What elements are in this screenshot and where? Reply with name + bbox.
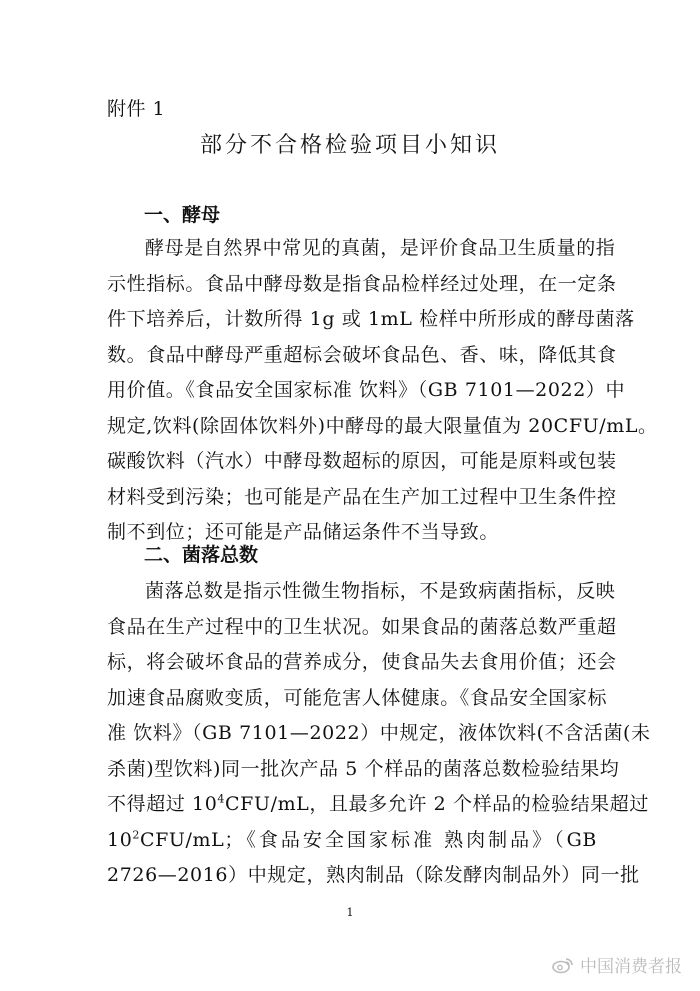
text-line-with-superscript: [107, 787, 649, 823]
page-number: 1: [346, 906, 354, 919]
section-heading-yeast: 一、酵母: [144, 204, 221, 226]
watermark-text: 中国消费者报: [580, 957, 682, 977]
text-segment: 不得超过 10: [107, 793, 218, 815]
text-line: 数。食品中酵母严重超标会破坏食品色、香、味，降低其食: [107, 343, 617, 366]
text-line: 材料受到污染；也可能是产品在生产加工过程中卫生条件控: [107, 485, 617, 508]
text-line: 菌落总数是指示性微生物指标，不是致病菌指标，反映: [145, 580, 616, 602]
text-line: 加速食品腐败变质，可能危害人体健康。《食品安全国家标: [107, 686, 608, 709]
weibo-icon: [552, 956, 574, 974]
text-line: 标，将会破坏食品的营养成分，使食品失去食用价值；还会: [107, 651, 617, 673]
section-body-yeast: [107, 231, 658, 551]
text-line: 2726—2016）中规定，熟肉制品（除发酵肉制品外）同一批: [107, 864, 640, 886]
attachment-label: 附件 1: [107, 98, 166, 120]
text-line: 准 饮料》（GB 7101—2022）中规定，液体饮料(不含活菌(未: [107, 722, 651, 744]
text-line-with-superscript: [107, 823, 597, 859]
text-line: 碳酸饮料（汽水）中酵母数超标的原因，可能是原料或包装: [107, 450, 617, 472]
text-segment: CFU/mL，且最多允许 2 个样品的检验结果超过: [225, 793, 649, 815]
text-line: 酵母是自然界中常见的真菌，是评价食品卫生质量的指: [145, 237, 616, 259]
text-segment: CFU/mL；《食品安全国家标准 熟肉制品》（GB: [140, 828, 597, 851]
document-title: 部分不合格检验项目小知识: [199, 133, 500, 158]
section-heading-total-colony-count: 二、菌落总数: [144, 544, 259, 566]
text-line: 规定,饮料(除固体饮料外)中酵母的最大限量值为 20CFU/mL。: [107, 414, 658, 437]
text-line: 件下培养后，计数所得 1g 或 1mL 检样中所形成的酵母菌落: [107, 308, 635, 330]
text-segment: 10: [107, 828, 133, 851]
watermark: [552, 952, 682, 977]
superscript: 4: [217, 792, 226, 806]
text-line: 示性指标。食品中酵母数是指食品检样经过处理，在一定条: [107, 272, 617, 295]
text-line: 食品在生产过程中的卫生状况。如果食品的菌落总数严重超: [107, 615, 617, 638]
superscript: 2: [132, 828, 140, 842]
text-line: 用价值。《食品安全国家标准 饮料》（GB 7101—2022）中: [107, 379, 626, 401]
text-line: 杀菌)型饮料)同一批次产品 5 个样品的菌落总数检验结果均: [107, 757, 620, 780]
text-line: 制不到位；还可能是产品储运条件不当导致。: [107, 521, 500, 543]
section-body-total-colony-count: [107, 574, 651, 894]
